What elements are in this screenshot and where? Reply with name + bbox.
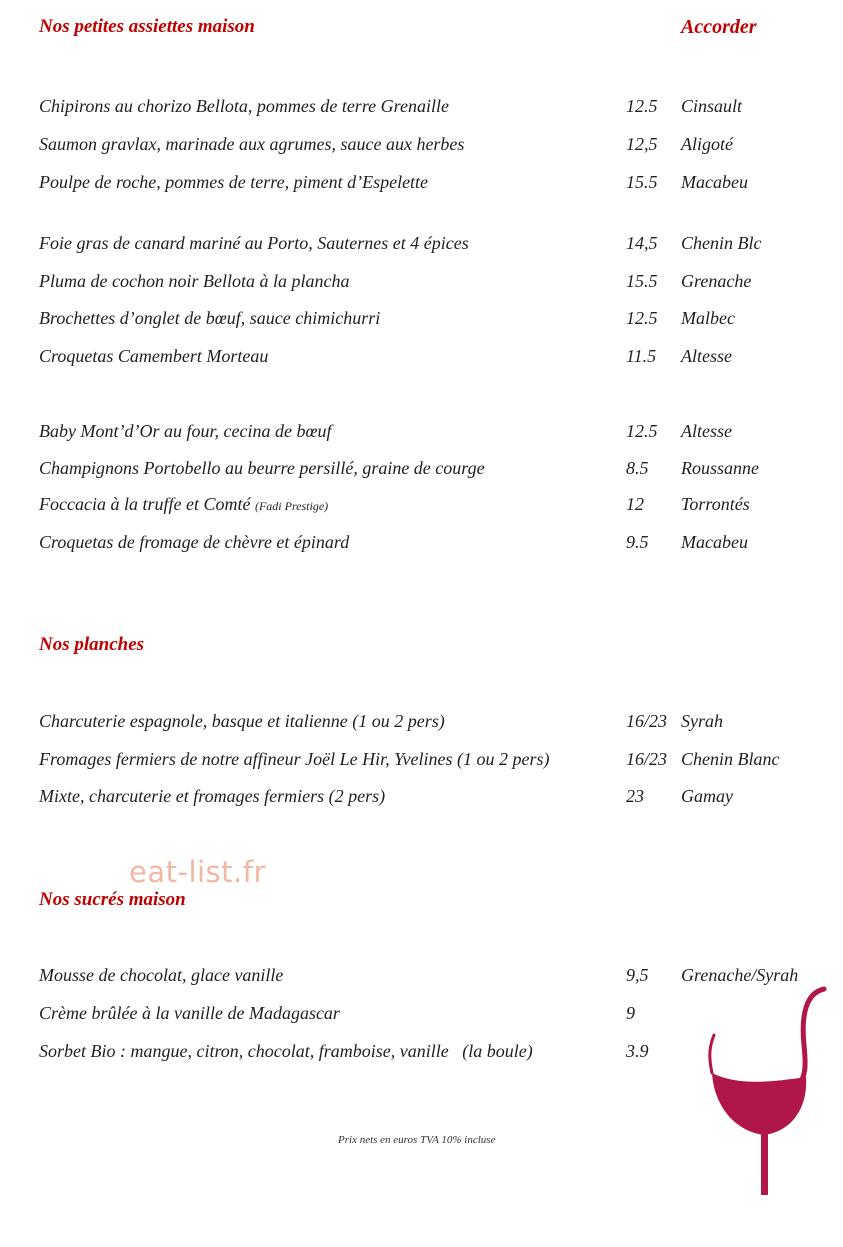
dish-name: Poulpe de roche, pommes de terre, piment d’Espelette (39, 172, 429, 192)
dish-name: Champignons Portobello au beurre persillé, graine de courge (39, 458, 485, 478)
dish-note: (Fadi Prestige) (254, 499, 329, 513)
menu-item (0, 963, 843, 987)
dish-name: Crème brûlée à la vanille de Madagascar (39, 1003, 340, 1023)
dish-price: 12.5 (626, 308, 658, 328)
dish-name: Brochettes d’onglet de bœuf, sauce chimichurri (39, 308, 381, 328)
dish-price: 9,5 (626, 965, 649, 985)
menu-item (0, 132, 843, 156)
dish-price: 15.5 (626, 172, 658, 192)
wine-pairing: Macabeu (681, 172, 748, 192)
dish-name-text: Foccacia à la truffe et Comté (39, 494, 251, 514)
wine-pairing: Roussanne (681, 458, 759, 478)
menu-item (0, 709, 843, 733)
dish-name (39, 492, 328, 518)
wine-pairing: Altesse (681, 346, 732, 366)
wine-pairing: Malbec (681, 308, 735, 328)
section-title-sucres: Nos sucrés maison (39, 889, 186, 910)
dish-price: 12.5 (626, 421, 658, 441)
menu-item (0, 456, 843, 480)
menu-item (0, 530, 843, 554)
menu-item (0, 344, 843, 368)
dish-price: 12,5 (626, 134, 658, 154)
dish-name: Mixte, charcuterie et fromages fermiers (2 pers) (39, 786, 386, 806)
wine-pairing: Cinsault (681, 96, 743, 116)
dish-name: Saumon gravlax, marinade aux agrumes, sauce aux herbes (39, 134, 465, 154)
dish-price: 8.5 (626, 458, 649, 478)
dish-price: 16/23 (626, 749, 668, 769)
dish-price: 14,5 (626, 233, 658, 253)
dish-price: 3.9 (626, 1041, 649, 1061)
wine-pairing: Grenache/Syrah (681, 965, 799, 985)
menu-item (0, 94, 843, 118)
dish-name: Croquetas Camembert Morteau (39, 346, 269, 366)
wine-pairing: Chenin Blc (681, 233, 762, 253)
wine-pairing: Syrah (681, 711, 723, 731)
wine-pairing: Macabeu (681, 532, 748, 552)
dish-name: Foie gras de canard mariné au Porto, Sauternes et 4 épices (39, 233, 469, 253)
dish-price: 9 (626, 1003, 635, 1023)
dish-name: Baby Mont’d’Or au four, cecina de bœuf (39, 421, 332, 441)
section-title-assiettes: Nos petites assiettes maison (39, 16, 255, 37)
menu-item (0, 231, 843, 255)
dish-price: 12.5 (626, 96, 658, 116)
watermark: eat-list.fr (129, 855, 266, 889)
menu-item (0, 784, 843, 808)
dish-name: Charcuterie espagnole, basque et italienne (1 ou 2 pers) (39, 711, 445, 731)
wine-pairing: Gamay (681, 786, 733, 806)
menu-item (0, 419, 843, 443)
dish-price: 23 (626, 786, 644, 806)
wine-pairing: Aligoté (681, 134, 733, 154)
menu-item (0, 170, 843, 194)
dish-name: Pluma de cochon noir Bellota à la plancha (39, 271, 350, 291)
dish-price: 16/23 (626, 711, 668, 731)
price-footnote: Prix nets en euros TVA 10% incluse (338, 1134, 496, 1146)
dish-name: Fromages fermiers de notre affineur Joël Le Hir, Yvelines (1 ou 2 pers) (39, 749, 550, 769)
dish-name: Mousse de chocolat, glace vanille (39, 965, 284, 985)
wine-pairing: Chenin Blanc (681, 749, 780, 769)
menu-item (0, 306, 843, 330)
wine-glass-icon (706, 985, 836, 1200)
wine-pairing: Grenache (681, 271, 752, 291)
dish-price: 11.5 (626, 346, 657, 366)
dish-price: 9.5 (626, 532, 649, 552)
pairing-column-title: Accorder (681, 16, 757, 38)
dish-name: Croquetas de fromage de chèvre et épinard (39, 532, 350, 552)
dish-price: 15.5 (626, 271, 658, 291)
wine-pairing: Torrontés (681, 494, 750, 514)
wine-pairing: Altesse (681, 421, 732, 441)
menu-item (0, 747, 843, 771)
dish-name: Sorbet Bio : mangue, citron, chocolat, framboise, vanille (la boule) (39, 1041, 533, 1061)
menu-item (0, 269, 843, 293)
section-title-planches: Nos planches (39, 634, 145, 655)
menu-item (0, 492, 843, 516)
dish-price: 12 (626, 494, 644, 514)
dish-name: Chipirons au chorizo Bellota, pommes de terre Grenaille (39, 96, 449, 116)
